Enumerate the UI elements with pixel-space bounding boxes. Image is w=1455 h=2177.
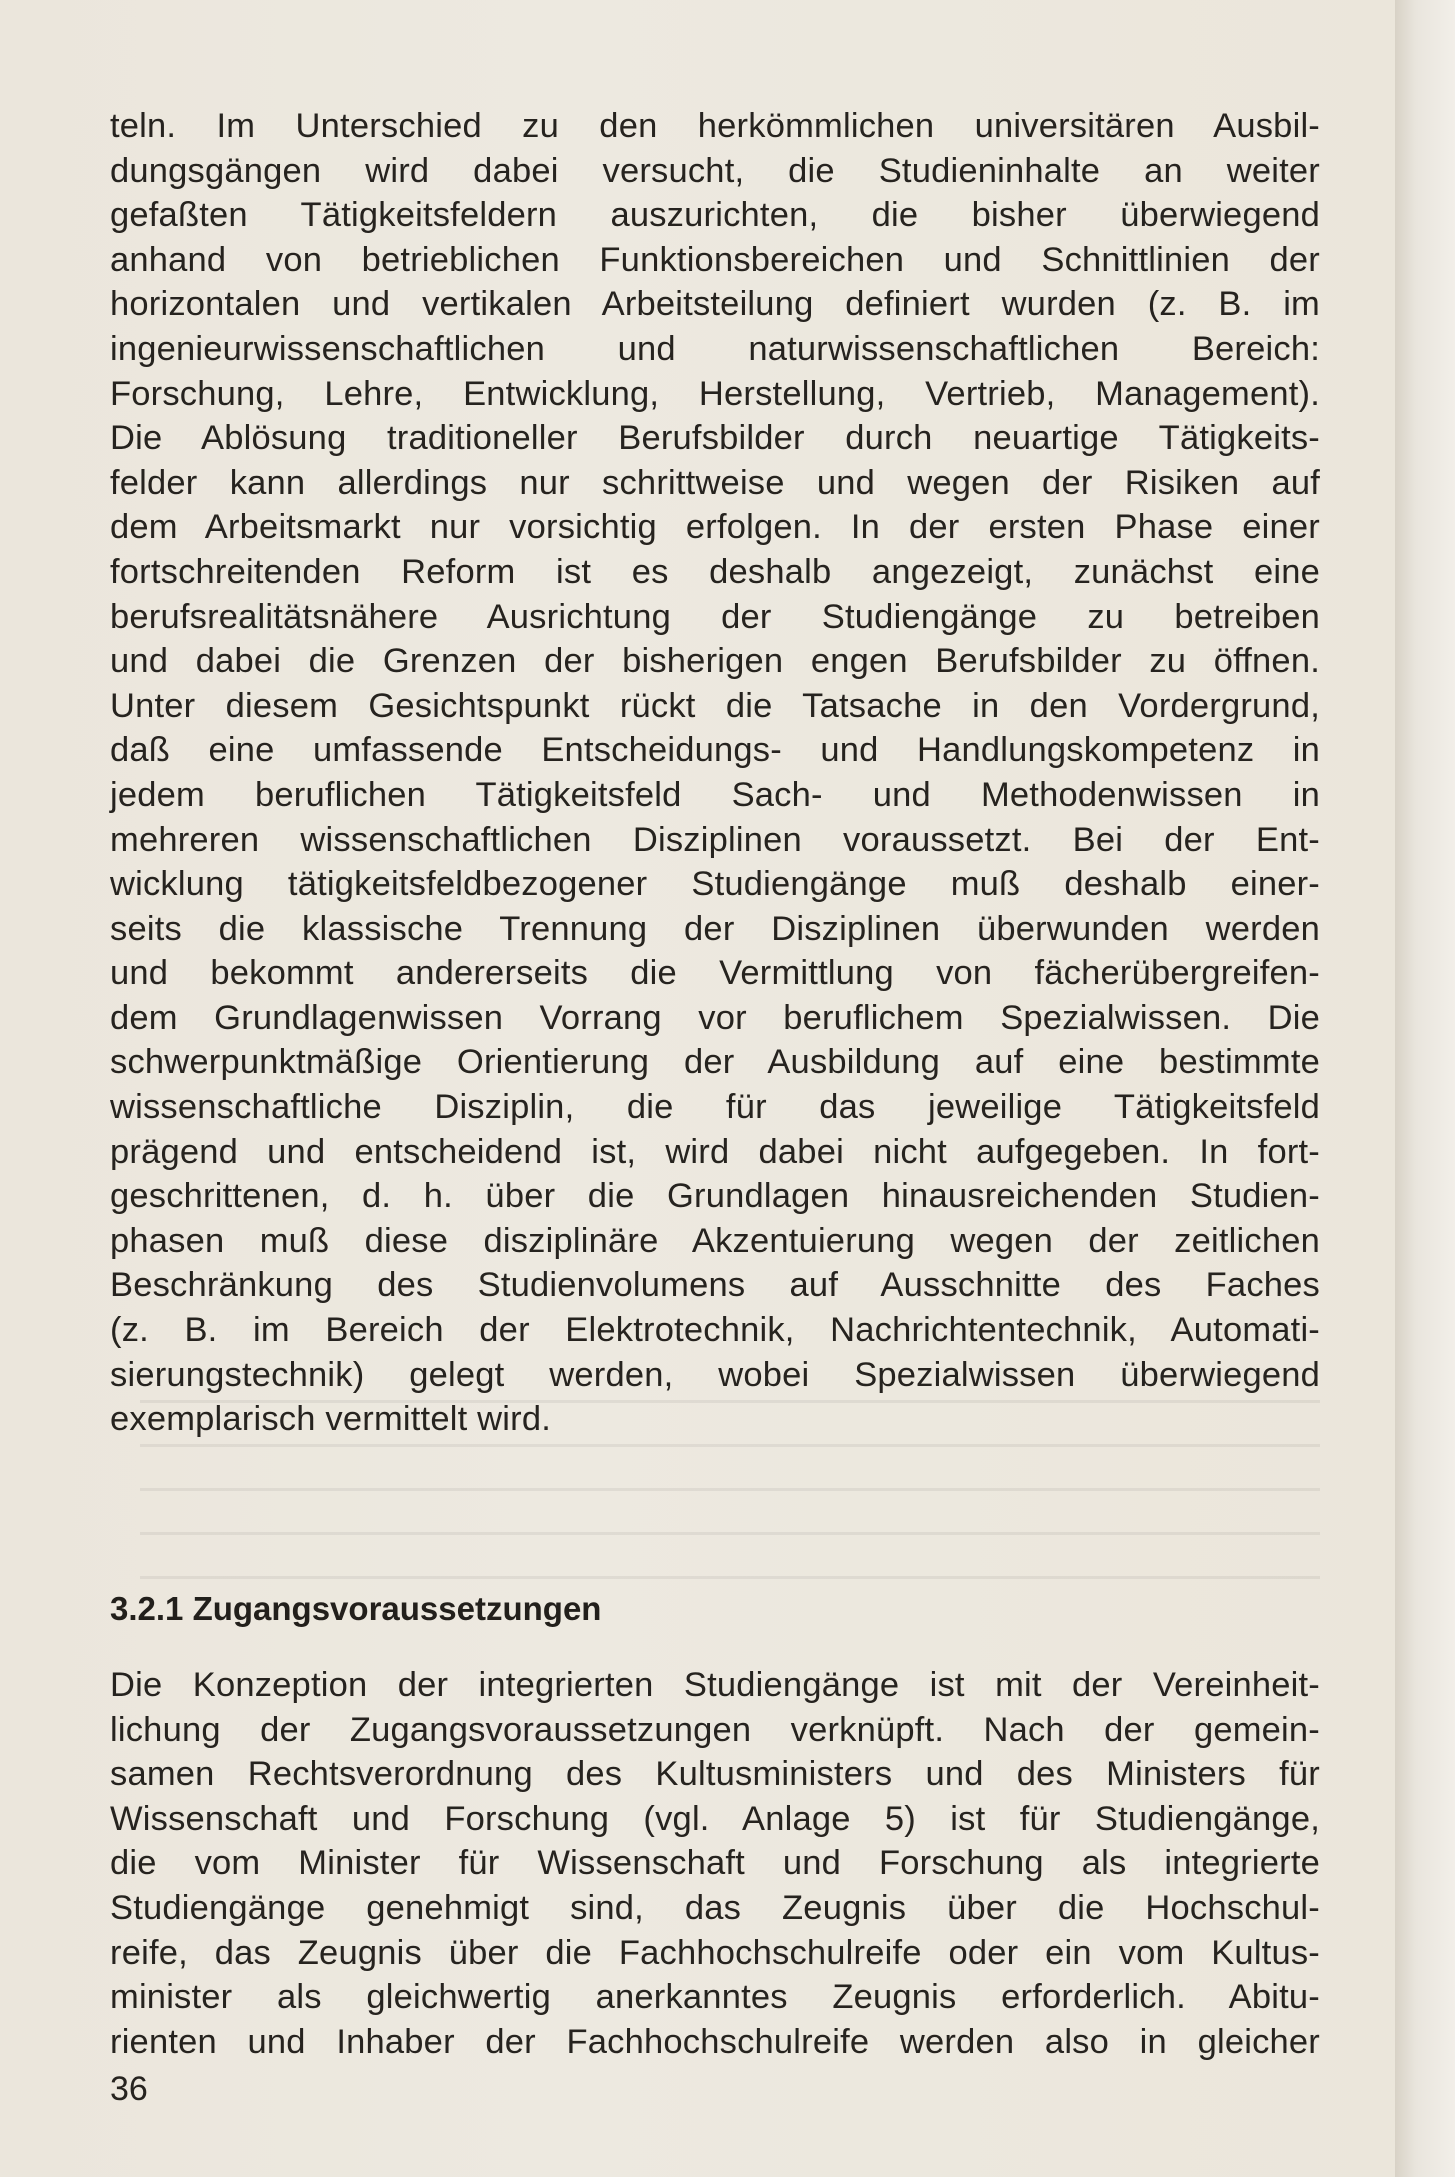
text-line: minister als gleichwertig anerkanntes Zeugnis erforderlich. Abitu- [110, 1978, 1320, 2017]
text-line: berufsrealitätsnähere Ausrichtung der Studiengänge zu betreiben [110, 597, 1320, 636]
text-line: reife, das Zeugnis über die Fachhochschulreife oder ein vom Kultus- [110, 1933, 1320, 1972]
text-line: (z. B. im Bereich der Elektrotechnik, Nachrichtentechnik, Automati- [110, 1311, 1320, 1350]
text-line: jedem beruflichen Tätigkeitsfeld Sach- und Methodenwissen in [110, 775, 1320, 814]
text-line: wicklung tätigkeitsfeldbezogener Studiengänge muß deshalb einer- [110, 865, 1320, 904]
text-line: Die Konzeption der integrierten Studiengänge ist mit der Vereinheit- [110, 1666, 1320, 1704]
text-line: teln. Im Unterschied zu den herkömmlichen universitären Ausbil- [110, 107, 1320, 145]
text-line: phasen muß diese disziplinäre Akzentuierung wegen der zeitlichen [110, 1221, 1320, 1260]
text-line: lichung der Zugangsvoraussetzungen verknüpft. Nach der gemein- [110, 1710, 1320, 1749]
text-line: und bekommt andererseits die Vermittlung von fächerübergreifen- [110, 954, 1320, 993]
section-heading: 3.2.1 Zugangsvoraussetzungen [110, 1590, 602, 1627]
text-line: ingenieurwissenschaftlichen und naturwissenschaftlichen Bereich: [110, 329, 1320, 368]
text-line: rienten und Inhaber der Fachhochschulreife werden also in gleicher [110, 2022, 1320, 2061]
text-line: Die Ablösung traditioneller Berufsbilder durch neuartige Tätigkeits- [110, 419, 1320, 458]
text-line: Forschung, Lehre, Entwicklung, Herstellung, Vertrieb, Management). [110, 374, 1320, 413]
text-line: geschrittenen, d. h. über die Grundlagen hinausreichenden Studien- [110, 1177, 1320, 1216]
body-paragraph-2 [110, 1663, 1320, 2064]
text-line: Wissenschaft und Forschung (vgl. Anlage 5) ist für Studiengänge, [110, 1799, 1320, 1838]
text-line: anhand von betrieblichen Funktionsbereichen und Schnittlinien der [110, 240, 1320, 279]
text-line: dem Arbeitsmarkt nur vorsichtig erfolgen. In der ersten Phase einer [110, 508, 1320, 547]
text-line: felder kann allerdings nur schrittweise und wegen der Risiken auf [110, 463, 1320, 502]
text-line: prägend und entscheidend ist, wird dabei nicht aufgegeben. In fort- [110, 1132, 1320, 1171]
page-number: 36 [110, 2070, 148, 2108]
text-line: Beschränkung des Studienvolumens auf Ausschnitte des Faches [110, 1266, 1320, 1305]
page-gutter [1395, 0, 1455, 2177]
text-line: dungsgängen wird dabei versucht, die Studieninhalte an weiter [110, 151, 1320, 190]
text-line: horizontalen und vertikalen Arbeitsteilung definiert wurden (z. B. im [110, 285, 1320, 324]
text-line: samen Rechtsverordnung des Kultusministers und des Ministers für [110, 1755, 1320, 1794]
text-line: wissenschaftliche Disziplin, die für das jeweilige Tätigkeitsfeld [110, 1088, 1320, 1127]
text-line: mehreren wissenschaftlichen Disziplinen voraussetzt. Bei der Ent- [110, 820, 1320, 859]
text-line: die vom Minister für Wissenschaft und Forschung als integrierte [110, 1844, 1320, 1883]
body-paragraph-1 [110, 104, 1320, 1442]
text-line: und dabei die Grenzen der bisherigen engen Berufsbilder zu öffnen. [110, 642, 1320, 681]
text-line: daß eine umfassende Entscheidungs- und Handlungskompetenz in [110, 731, 1320, 770]
text-line: seits die klassische Trennung der Disziplinen überwunden werden [110, 909, 1320, 948]
text-line: dem Grundlagenwissen Vorrang vor beruflichem Spezialwissen. Die [110, 998, 1320, 1037]
text-line: sierungstechnik) gelegt werden, wobei Spezialwissen überwiegend [110, 1355, 1320, 1394]
text-line: Unter diesem Gesichtspunkt rückt die Tatsache in den Vordergrund, [110, 686, 1320, 725]
text-line: fortschreitenden Reform ist es deshalb angezeigt, zunächst eine [110, 552, 1320, 591]
text-line: schwerpunktmäßige Orientierung der Ausbildung auf eine bestimmte [110, 1043, 1320, 1082]
text-line: Studiengänge genehmigt sind, das Zeugnis über die Hochschul- [110, 1888, 1320, 1927]
text-line: exemplarisch vermittelt wird. [110, 1400, 551, 1439]
text-line: gefaßten Tätigkeitsfeldern auszurichten, die bisher überwiegend [110, 196, 1320, 235]
